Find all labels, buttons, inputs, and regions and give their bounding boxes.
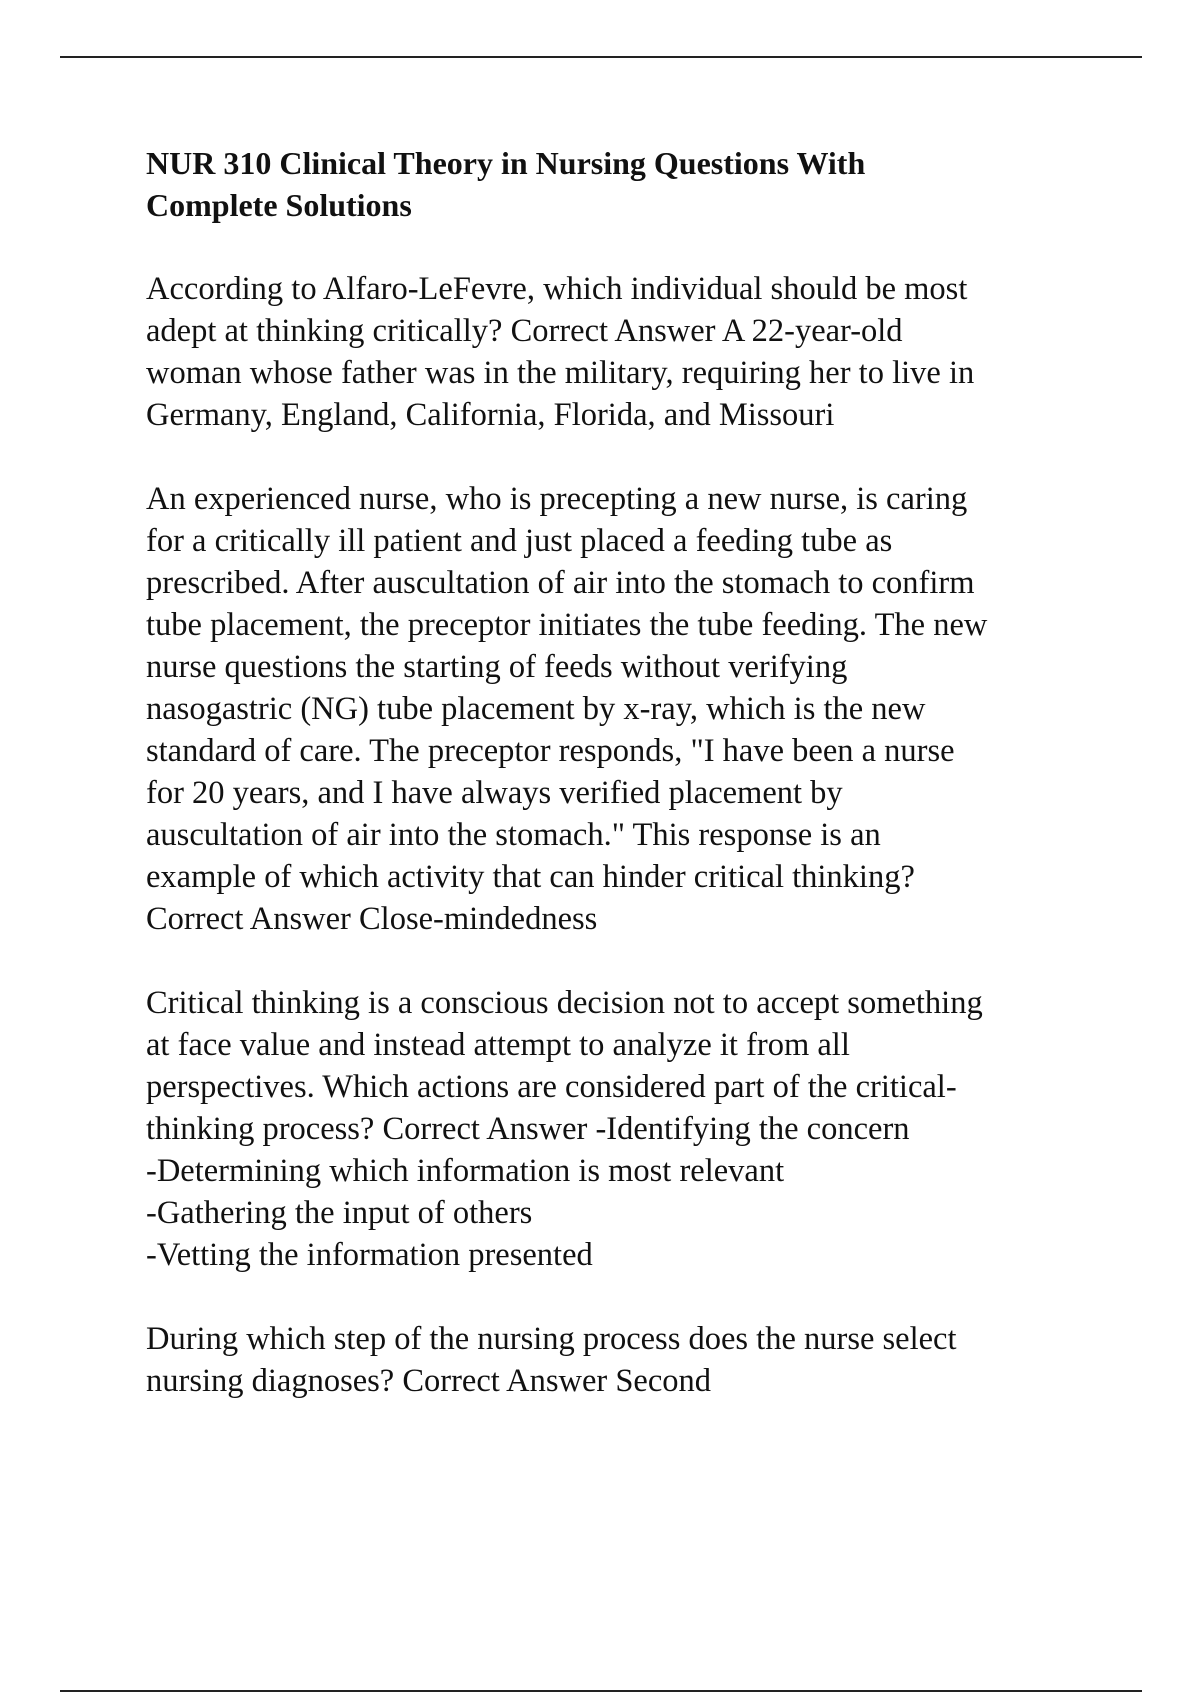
- answer-label: Correct Answer: [510, 313, 716, 349]
- answer-label: Correct Answer: [146, 901, 351, 937]
- question-text: During which step of the nursing process does the nurse select nursing diagnoses?: [146, 1321, 957, 1399]
- question-text: Critical thinking is a conscious decision not to accept something at face value and instead attempt to analyze it from all perspectives. Which actions are considered part of the critical- thinking process?: [146, 985, 983, 1147]
- bottom-rule: [60, 1690, 1142, 1692]
- answer-text: Second: [615, 1363, 712, 1399]
- qa-item-2: [146, 478, 1106, 940]
- answer-text: Close-mindedness: [359, 901, 598, 937]
- qa-item-4: [146, 1318, 1106, 1402]
- answer-text: A 22-year-old woman whose father was in the military, requiring her to live in Germany, England, California, Florida, and Missouri: [146, 313, 975, 433]
- document-title: NUR 310 Clinical Theory in Nursing Questions With Complete Solutions: [146, 145, 866, 223]
- question-text: According to Alfaro-LeFevre, which individual should be most adept at thinking critically?: [146, 271, 968, 349]
- qa-item-1: [146, 268, 1106, 436]
- answer-label: Correct Answer: [382, 1111, 588, 1147]
- document-body: [146, 142, 1106, 1444]
- answer-label: Correct Answer: [402, 1363, 608, 1399]
- qa-item-3: [146, 982, 1106, 1276]
- question-text: An experienced nurse, who is precepting a new nurse, is caring for a critically ill patient and just placed a feeding tube as prescribed. After auscultation of air into the stomach to confirm tube placement, the preceptor initiates the tube feeding. The new nurse questions the starting of feeds without verifying nasogastric (NG) tube placement by x-ray, which is the new standard of care. The preceptor responds, "I have been a nurse for 20 years, and I have always verified placement by auscultation of air into the stomach." This response is an example of which activity that can hinder critical thinking?: [146, 481, 988, 895]
- top-rule: [60, 56, 1142, 58]
- answer-text: -Identifying the concern -Determining which information is most relevant -Gathering the input of others -Vetting the information presented: [146, 1111, 910, 1273]
